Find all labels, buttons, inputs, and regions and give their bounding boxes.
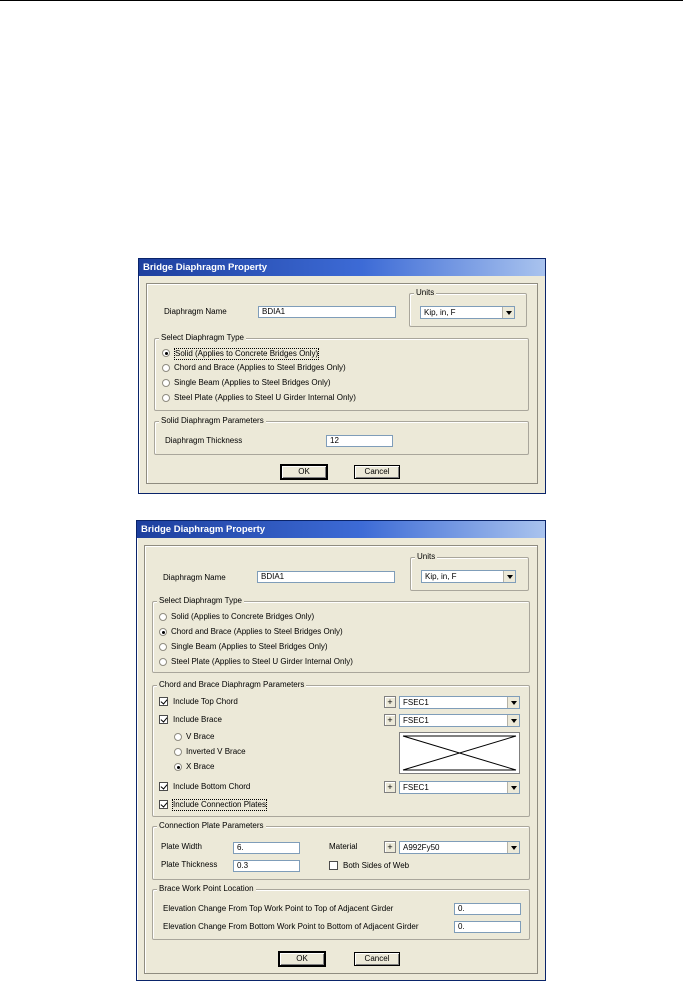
plate-width-field[interactable]: 6.: [233, 842, 300, 854]
solid-parameters-group-title: Solid Diaphragm Parameters: [161, 416, 264, 425]
add-material-button[interactable]: +: [384, 841, 396, 853]
radio-v-brace-label[interactable]: V Brace: [186, 732, 215, 741]
both-sides-label[interactable]: Both Sides of Web: [343, 861, 410, 870]
thickness-field[interactable]: 12: [326, 435, 393, 447]
material-value: A992Fy50: [403, 843, 440, 852]
material-dropdown[interactable]: [399, 841, 520, 854]
radio-solid-label[interactable]: Solid (Applies to Concrete Bridges Only): [175, 349, 319, 358]
plate-thickness-label: Plate Thickness: [161, 860, 218, 869]
radio-v-brace[interactable]: [174, 733, 182, 741]
units-value: Kip, in, F: [425, 572, 457, 581]
radio-chord-brace-label[interactable]: Chord and Brace (Applies to Steel Bridges Only): [171, 627, 343, 636]
radio-steel-plate[interactable]: [159, 658, 167, 666]
chevron-down-icon[interactable]: [507, 782, 519, 793]
units-group: [410, 552, 529, 591]
diaphragm-name-field[interactable]: BDIA1: [257, 571, 395, 583]
chord-brace-parameters-group: [152, 680, 530, 817]
diaphragm-type-group-title: Select Diaphragm Type: [161, 333, 245, 342]
chevron-down-icon[interactable]: [507, 697, 519, 708]
add-top-chord-section-button[interactable]: +: [384, 696, 396, 708]
radio-steel-plate[interactable]: [162, 394, 170, 402]
diaphragm-type-group: [154, 333, 529, 411]
connection-plate-group-title: Connection Plate Parameters: [159, 821, 264, 830]
brace-checkbox[interactable]: [159, 715, 168, 724]
top-chord-section-dropdown[interactable]: [399, 696, 520, 709]
chevron-down-icon[interactable]: [507, 842, 519, 853]
radio-inverted-v-brace-label[interactable]: Inverted V Brace: [186, 747, 246, 756]
bottom-chord-checkbox[interactable]: [159, 782, 168, 791]
radio-single-beam[interactable]: [162, 379, 170, 387]
bottom-elevation-field[interactable]: 0.: [454, 921, 521, 933]
diaphragm-dialog-chord-brace: [136, 520, 546, 981]
material-label: Material: [329, 842, 358, 851]
ok-button[interactable]: OK: [279, 952, 325, 966]
bottom-elevation-label: Elevation Change From Bottom Work Point to Bottom of Adjacent Girder: [163, 922, 419, 931]
ok-button[interactable]: OK: [281, 465, 327, 479]
top-elevation-label: Elevation Change From Top Work Point to Top of Adjacent Girder: [163, 904, 394, 913]
radio-single-beam-label[interactable]: Single Beam (Applies to Steel Bridges Only): [171, 642, 328, 651]
chord-brace-group-title: Chord and Brace Diaphragm Parameters: [159, 680, 305, 689]
radio-x-brace[interactable]: [174, 763, 182, 771]
dialog-title: Bridge Diaphragm Property: [139, 259, 545, 276]
brace-work-point-group: [152, 884, 530, 940]
thickness-label: Diaphragm Thickness: [165, 436, 243, 445]
brace-preview: [399, 732, 520, 774]
cancel-button[interactable]: Cancel: [354, 465, 400, 479]
top-chord-label[interactable]: Include Top Chord: [173, 697, 238, 706]
diaphragm-name-label: Diaphragm Name: [164, 307, 227, 316]
top-chord-checkbox[interactable]: [159, 697, 168, 706]
checkmark-icon: [161, 782, 168, 789]
both-sides-checkbox[interactable]: [329, 861, 338, 870]
radio-chord-brace[interactable]: [162, 364, 170, 372]
radio-single-beam[interactable]: [159, 643, 167, 651]
radio-solid-label[interactable]: Solid (Applies to Concrete Bridges Only): [171, 612, 315, 621]
units-group: [409, 288, 527, 327]
connection-plates-label[interactable]: Include Connection Plates: [173, 800, 266, 809]
radio-solid[interactable]: [162, 349, 170, 357]
work-point-group-title: Brace Work Point Location: [159, 884, 254, 893]
units-dropdown[interactable]: [421, 570, 516, 583]
radio-steel-plate-label[interactable]: Steel Plate (Applies to Steel U Girder Internal Only): [171, 657, 353, 666]
radio-chord-brace-label[interactable]: Chord and Brace (Applies to Steel Bridges Only): [174, 363, 346, 372]
units-group-title: Units: [416, 288, 435, 297]
add-brace-section-button[interactable]: +: [384, 714, 396, 726]
diaphragm-type-group: [152, 596, 530, 673]
solid-parameters-group: [154, 416, 529, 455]
checkmark-icon: [161, 800, 168, 807]
units-value: Kip, in, F: [424, 308, 456, 317]
chevron-down-icon[interactable]: [502, 307, 514, 318]
checkmark-icon: [161, 697, 168, 704]
radio-solid[interactable]: [159, 613, 167, 621]
radio-selected-dot: [162, 631, 165, 634]
plate-width-label: Plate Width: [161, 842, 202, 851]
bottom-chord-section-dropdown[interactable]: [399, 781, 520, 794]
cancel-button[interactable]: Cancel: [354, 952, 400, 966]
radio-selected-dot: [165, 352, 168, 355]
brace-section-dropdown[interactable]: [399, 714, 520, 727]
dialog-title: Bridge Diaphragm Property: [137, 521, 545, 538]
dialog-body: [144, 545, 538, 974]
plate-thickness-field[interactable]: 0.3: [233, 860, 300, 872]
diaphragm-dialog-solid: [138, 258, 546, 494]
x-brace-diagram-icon: [400, 733, 519, 773]
units-dropdown[interactable]: [420, 306, 515, 319]
add-bottom-chord-section-button[interactable]: +: [384, 781, 396, 793]
radio-selected-dot: [177, 766, 180, 769]
page-top-rule: [0, 0, 683, 1]
top-elevation-field[interactable]: 0.: [454, 903, 521, 915]
radio-x-brace-label[interactable]: X Brace: [186, 762, 215, 771]
diaphragm-type-group-title: Select Diaphragm Type: [159, 596, 243, 605]
diaphragm-name-field[interactable]: BDIA1: [258, 306, 396, 318]
top-chord-section-value: FSEC1: [403, 698, 429, 707]
connection-plates-checkbox[interactable]: [159, 800, 168, 809]
dialog-body: [146, 283, 538, 484]
bottom-chord-label[interactable]: Include Bottom Chord: [173, 782, 251, 791]
chevron-down-icon[interactable]: [507, 715, 519, 726]
chevron-down-icon[interactable]: [503, 571, 515, 582]
brace-section-value: FSEC1: [403, 716, 429, 725]
connection-plate-parameters-group: [152, 821, 530, 880]
radio-steel-plate-label[interactable]: Steel Plate (Applies to Steel U Girder Internal Only): [174, 393, 356, 402]
radio-single-beam-label[interactable]: Single Beam (Applies to Steel Bridges Only): [174, 378, 331, 387]
units-group-title: Units: [417, 552, 436, 561]
checkmark-icon: [161, 715, 168, 722]
diaphragm-name-label: Diaphragm Name: [163, 573, 226, 582]
brace-label[interactable]: Include Brace: [173, 715, 222, 724]
bottom-chord-section-value: FSEC1: [403, 783, 429, 792]
radio-inverted-v-brace[interactable]: [174, 748, 182, 756]
radio-chord-brace[interactable]: [159, 628, 167, 636]
